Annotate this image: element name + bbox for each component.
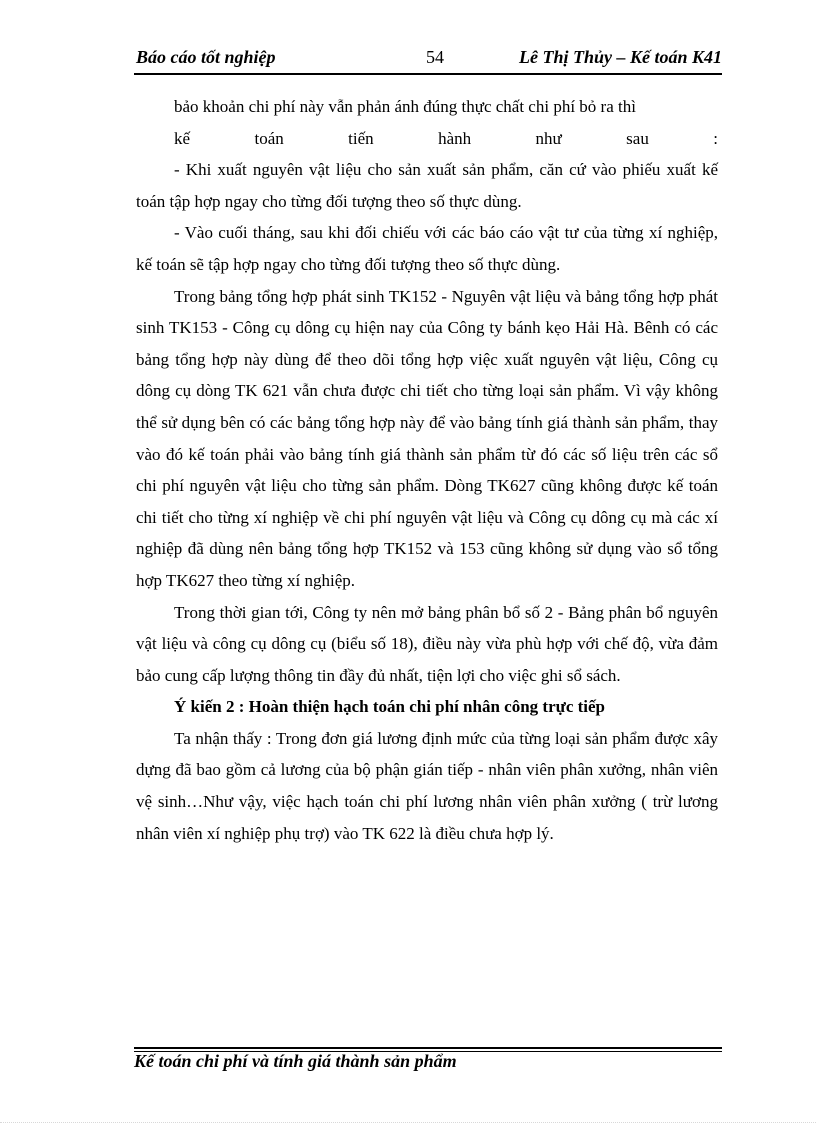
- page-number: 54: [426, 47, 444, 67]
- section-heading: Ý kiến 2 : Hoàn thiện hạch toán chi phí nhân công trực tiếp: [174, 697, 606, 717]
- header-rule: [134, 73, 722, 75]
- paragraph-3: - Vào cuối tháng, sau khi đối chiếu với các báo cáo vật tư của từng xí nghiệp, kế toán sẽ tập hợp ngay cho từng đối tượng theo số thực dùng.: [136, 223, 718, 274]
- footer-rule-top: [134, 1047, 722, 1049]
- document-body: [136, 91, 718, 849]
- header-author: Lê Thị Thủy – Kế toán K41: [518, 47, 722, 67]
- paragraph-4: Trong bảng tổng hợp phát sinh TK152 - Nguyên vật liệu và bảng tổng hợp phát sinh TK153 - Công cụ dông cụ hiện nay của Công ty bánh kẹo Hải Hà. Bênh có các bảng tổng hợp này dùng để theo dõi tổng hợp việc xuất nguyên vật liệu, Công cụ dông cụ dòng TK 621 vẫn chưa được chi tiết cho từng loại sản phẩm. Vì vậy không thể sử dụng bên có các bảng tổng hợp này để vào bảng tính giá thành sản phẩm, thay vào đó kế toán phải vào bảng tính giá thành sản phẩm từ đó các số liệu trên các sổ chi phí nguyên vật liệu cho từng sản phẩm. Dòng TK627 cũng không được kế toán chi tiết cho từng xí nghiệp về chi phí nguyên vật liệu và Công cụ dông cụ mà các xí nghiệp đã dùng nên bảng tổng hợp TK152 và 153 cũng không sử dụng vào sổ tổng hợp TK627 theo từng xí nghiệp.: [136, 286, 718, 590]
- paragraph-6: Ta nhận thấy : Trong đơn giá lương định mức của từng loại sản phẩm được xây dựng đã bao gồm cả lương của bộ phận gián tiếp - nhân viên phân xưởng, nhân viên vệ sinh…Như vậy, việc hạch toán chi phí lương nhân viên phân xưởng ( trừ lương nhân viên xí nghiệp phụ trợ) vào TK 622 là điều chưa hợp lý.: [136, 728, 718, 843]
- paragraph-2: - Khi xuất nguyên vật liệu cho sản xuất sản phẩm, căn cứ vào phiếu xuất kế toán tập hợp ngay cho từng đối tượng theo số thực dùng.: [136, 160, 718, 211]
- paragraph-1-line-2: kế toán tiến hành như sau :: [174, 128, 718, 148]
- header-report-title: Báo cáo tốt nghiệp: [136, 47, 276, 67]
- paragraph-5: Trong thời gian tới, Công ty nên mở bảng phân bổ số 2 - Bảng phân bổ nguyên vật liệu và công cụ dông cụ (biểu số 18), điều này vừa phù hợp với chế độ, vừa đảm bảo cung cấp lượng thông tin đầy đủ nhất, tiện lợi cho việc ghi sổ sách.: [136, 602, 718, 685]
- page-footer: Kế toán chi phí và tính giá thành sản phẩm: [134, 1051, 457, 1071]
- paragraph-1-line-1: bảo khoản chi phí này vẫn phản ánh đúng thực chất chi phí bỏ ra thì: [174, 97, 636, 116]
- page-header: [134, 47, 722, 73]
